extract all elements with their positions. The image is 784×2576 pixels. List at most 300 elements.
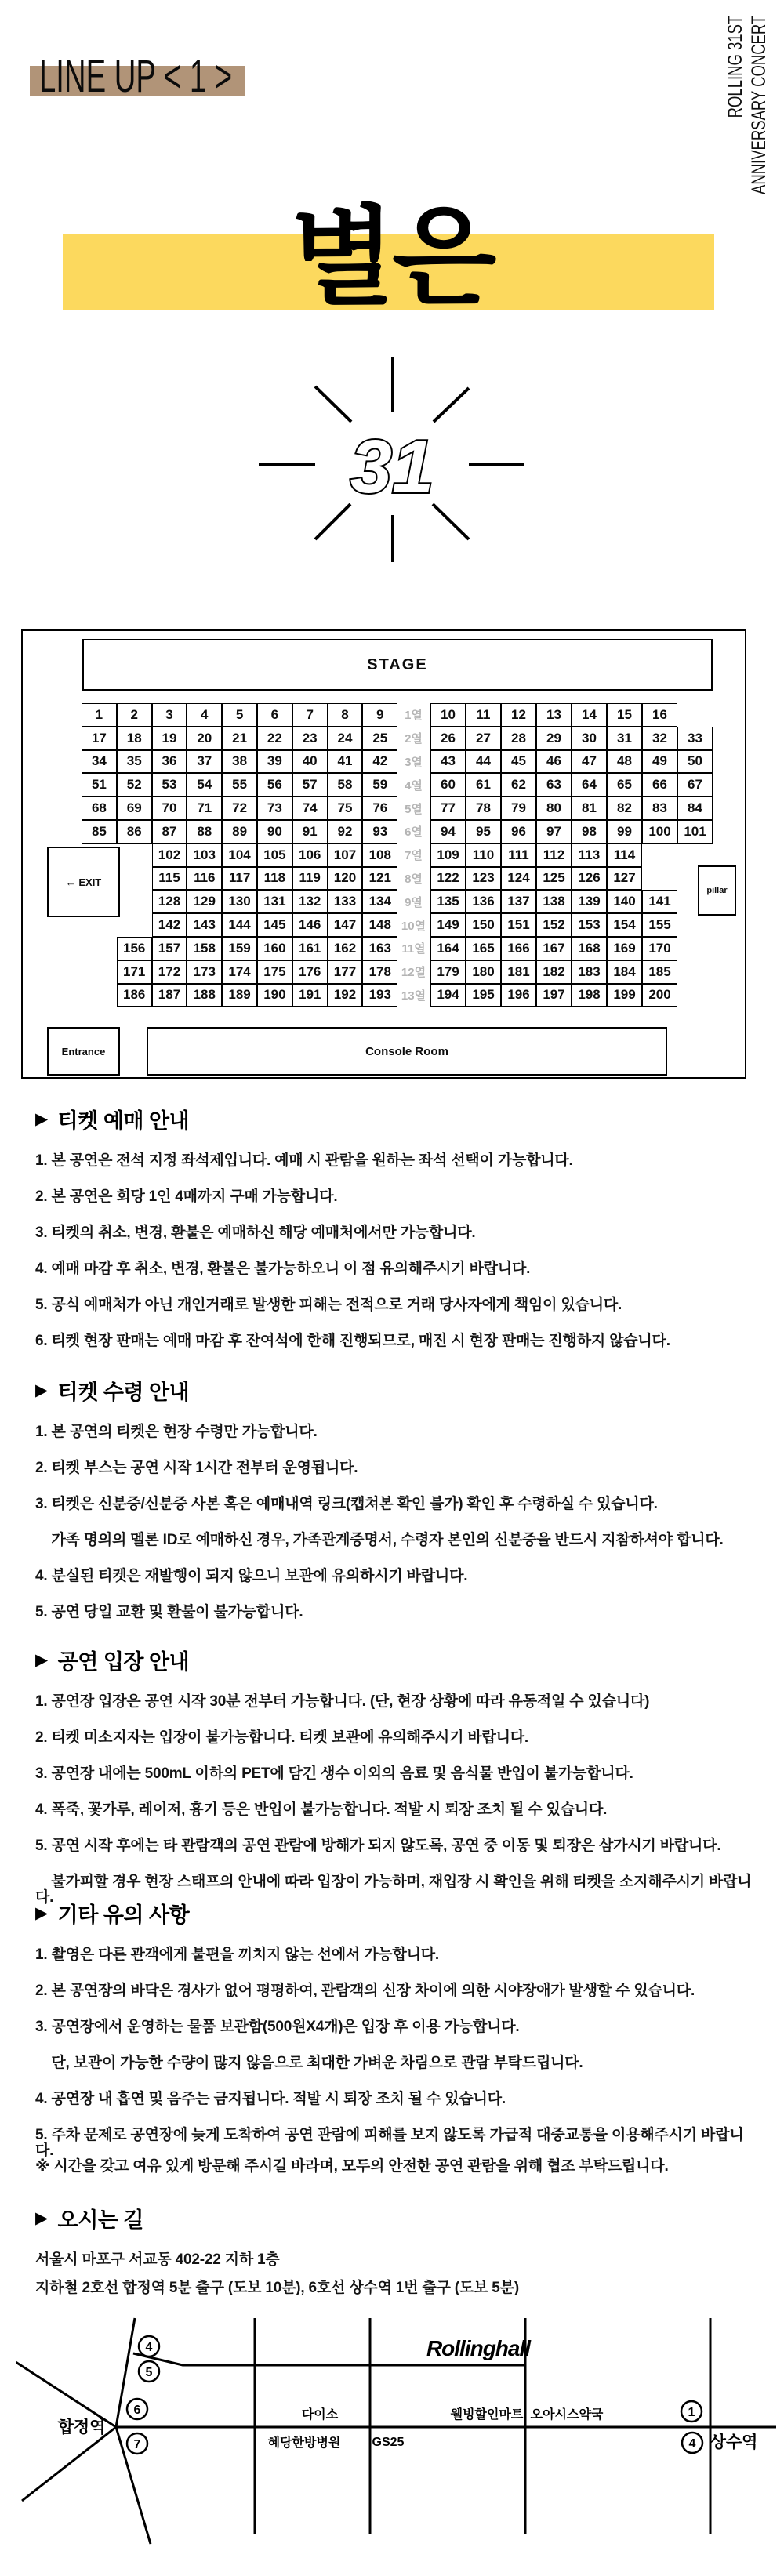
seat-177: 177 (328, 960, 363, 984)
seat-37: 37 (187, 750, 222, 774)
seat-116: 116 (187, 867, 222, 891)
seat-56: 56 (257, 773, 292, 796)
seat-146: 146 (292, 913, 328, 937)
seat-161: 161 (292, 937, 328, 960)
seat-118: 118 (257, 867, 292, 891)
seat-21: 21 (222, 727, 257, 750)
stage-label: STAGE (367, 655, 428, 673)
seat-191: 191 (292, 984, 328, 1007)
seat-4: 4 (187, 703, 222, 727)
seat-106: 106 (292, 844, 328, 867)
seat-102: 102 (152, 844, 187, 867)
seat-52: 52 (117, 773, 152, 796)
info-line: 불가피할 경우 현장 스태프의 안내에 따라 입장이 가능하며, 재입장 시 확인을 위해 티켓을 소지해주시기 바랍니다. (35, 1874, 752, 1906)
seat-53: 53 (152, 773, 187, 796)
row-label: 12열 (401, 966, 426, 980)
seat-10: 10 (430, 703, 466, 727)
entrance-label: Entrance (61, 1045, 106, 1058)
seat-192: 192 (328, 984, 363, 1007)
seat-38: 38 (222, 750, 257, 774)
seat-176: 176 (292, 960, 328, 984)
seat-51: 51 (82, 773, 117, 796)
info-line: 단, 보관이 가능한 수량이 많지 않음으로 최대한 가벼운 차림으로 관람 부탁드립니다. (35, 2055, 583, 2071)
row-label: 13열 (401, 989, 426, 1003)
directions-lines (35, 2252, 753, 2296)
seat-32: 32 (642, 727, 677, 750)
seat-3: 3 (152, 703, 187, 727)
seat-30: 30 (572, 727, 607, 750)
triangle-bullet-icon: ▶ (35, 1904, 48, 1922)
seat-76: 76 (362, 796, 397, 820)
seat-11: 11 (466, 703, 501, 727)
hapjeong-exits (127, 2336, 159, 2454)
seat-182: 182 (536, 960, 572, 984)
exit-number: 7 (133, 2438, 141, 2451)
seat-198: 198 (572, 984, 607, 1007)
seat-172: 172 (152, 960, 187, 984)
pillar-label: pillar (706, 886, 728, 895)
seat-193: 193 (362, 984, 397, 1007)
row-label: 3열 (405, 755, 423, 769)
info-line: 3. 공연장 내에는 500mL 이하의 PET에 담긴 생수 이외의 음료 및 음식물 반입이 불가능합니다. (35, 1765, 633, 1782)
pillar-box (698, 865, 736, 916)
seat-65: 65 (607, 773, 642, 796)
seat-28: 28 (501, 727, 536, 750)
seat-58: 58 (328, 773, 363, 796)
seat-167: 167 (536, 937, 572, 960)
seat-115: 115 (152, 867, 187, 891)
seat-89: 89 (222, 820, 257, 844)
seat-35: 35 (117, 750, 152, 774)
seat-112: 112 (536, 844, 572, 867)
seat-101: 101 (677, 820, 713, 844)
seat-62: 62 (501, 773, 536, 796)
section-items (35, 1153, 753, 1349)
seat-194: 194 (430, 984, 466, 1007)
seat-27: 27 (466, 727, 501, 750)
seat-47: 47 (572, 750, 607, 774)
seat-15: 15 (607, 703, 642, 727)
section-directions (35, 2203, 753, 2309)
seat-29: 29 (536, 727, 572, 750)
seat-66: 66 (642, 773, 677, 796)
seat-122: 122 (430, 867, 466, 891)
seat-186: 186 (117, 984, 152, 1007)
poi-hospital: 혜당한방병원 (267, 2436, 341, 2450)
info-line: 5. 공식 예매처가 아닌 개인거래로 발생한 피해는 전적으로 거래 당사자에게 책임이 있습니다. (35, 1297, 622, 1313)
info-line: 2. 본 공연장의 바닥은 경사가 없어 평평하여, 관람객의 신장 차이에 의한 시야장애가 발생할 수 있습니다. (35, 1983, 695, 1999)
seat-158: 158 (187, 937, 222, 960)
info-line: 4. 예매 마감 후 취소, 변경, 환불은 불가능하오니 이 점 유의해주시기 바랍니다. (35, 1261, 531, 1277)
section-title (35, 2203, 753, 2233)
section-ticket-booking (35, 1104, 753, 1370)
info-line: 4. 공연장 내 흡연 및 음주는 금지됩니다. 적발 시 퇴장 조치 될 수 있습니다. (35, 2091, 506, 2107)
seat-64: 64 (572, 773, 607, 796)
seat-180: 180 (466, 960, 501, 984)
seat-107: 107 (328, 844, 363, 867)
seat-200: 200 (642, 984, 677, 1007)
row-label: 6열 (405, 825, 423, 840)
seat-73: 73 (257, 796, 292, 820)
seat-123: 123 (466, 867, 501, 891)
seat-189: 189 (222, 984, 257, 1007)
seat-95: 95 (466, 820, 501, 844)
row-label: 10열 (401, 919, 426, 933)
seat-block-right (430, 703, 713, 1007)
row-label: 5열 (405, 802, 423, 816)
seat-75: 75 (328, 796, 363, 820)
seat-85: 85 (82, 820, 117, 844)
seat-78: 78 (466, 796, 501, 820)
seat-84: 84 (677, 796, 713, 820)
seat-170: 170 (642, 937, 677, 960)
seat-6: 6 (257, 703, 292, 727)
seat-134: 134 (362, 890, 397, 913)
seat-142: 142 (152, 913, 187, 937)
poi-pharmacy: 오아시스약국 (530, 2408, 604, 2422)
triangle-bullet-icon: ▶ (35, 1110, 48, 1128)
info-line: 5. 주차 문제로 공연장에 늦게 도착하여 공연 관람에 피해를 보지 않도록 가급적 대중교통을 이용해주시기 바랍니다. (35, 2127, 744, 2159)
row-label: 4열 (405, 778, 423, 793)
triangle-bullet-icon: ▶ (35, 2209, 48, 2227)
seat-7: 7 (292, 703, 328, 727)
seat-181: 181 (501, 960, 536, 984)
section-title (35, 1898, 753, 1928)
seat-155: 155 (642, 913, 677, 937)
info-line: 3. 티켓은 신분증/신분증 사본 혹은 예매내역 링크(캡쳐본 확인 불가) 확인 후 수령하실 수 있습니다. (35, 1496, 658, 1512)
exit-number: 4 (145, 2341, 153, 2354)
seat-40: 40 (292, 750, 328, 774)
seat-136: 136 (466, 890, 501, 913)
exit-number: 4 (688, 2437, 696, 2451)
info-line: 5. 공연 시작 후에는 타 관람객의 공연 관람에 방해가 되지 않도록, 공연 중 이동 및 퇴장은 삼가시기 바랍니다. (35, 1838, 721, 1854)
seat-19: 19 (152, 727, 187, 750)
seat-174: 174 (222, 960, 257, 984)
seat-87: 87 (152, 820, 187, 844)
info-line: 1. 본 공연의 티켓은 현장 수령만 가능합니다. (35, 1424, 318, 1440)
seat-163: 163 (362, 937, 397, 960)
show-title: 별은 (290, 198, 494, 318)
seat-149: 149 (430, 913, 466, 937)
section-items (35, 1424, 753, 1620)
seat-195: 195 (466, 984, 501, 1007)
seat-132: 132 (292, 890, 328, 913)
seat-99: 99 (607, 820, 642, 844)
seat-94: 94 (430, 820, 466, 844)
seat-5: 5 (222, 703, 257, 727)
info-line: 2. 티켓 부스는 공연 시작 1시간 전부터 운영됩니다. (35, 1460, 358, 1476)
section-items (35, 1694, 753, 1906)
seat-91: 91 (292, 820, 328, 844)
poi-mart: 웰빙할인마트 (450, 2408, 524, 2422)
seat-171: 171 (117, 960, 152, 984)
seat-111: 111 (501, 844, 536, 867)
seat-49: 49 (642, 750, 677, 774)
exit-room (47, 847, 120, 917)
sangsu-station-label: 상수역 (710, 2433, 758, 2451)
console-room-label: Console Room (365, 1044, 448, 1058)
seat-97: 97 (536, 820, 572, 844)
seat-104: 104 (222, 844, 257, 867)
vertical-title-line2: ANNIVERSARY CONCERT (747, 15, 770, 195)
info-line: 1. 본 공연은 전석 지정 좌석제입니다. 예매 시 관람을 원하는 좌석 선택이 가능합니다. (35, 1152, 573, 1169)
seat-139: 139 (572, 890, 607, 913)
seat-148: 148 (362, 913, 397, 937)
seat-190: 190 (257, 984, 292, 1007)
section-title-text: 기타 유의 사항 (57, 1903, 190, 1927)
seat-126: 126 (572, 867, 607, 891)
seat-43: 43 (430, 750, 466, 774)
seat-124: 124 (501, 867, 536, 891)
seat-144: 144 (222, 913, 257, 937)
seat-row-labels (397, 703, 430, 1007)
seat-157: 157 (152, 937, 187, 960)
section-title (35, 1645, 753, 1675)
seat-96: 96 (501, 820, 536, 844)
vertical-title-line1: ROLLING 31ST (724, 15, 746, 118)
seat-74: 74 (292, 796, 328, 820)
section-title-text: 공연 입장 안내 (57, 1650, 190, 1674)
seat-72: 72 (222, 796, 257, 820)
seat-164: 164 (430, 937, 466, 960)
poi-daiso: 다이소 (301, 2408, 339, 2422)
seat-48: 48 (607, 750, 642, 774)
section-items (35, 1947, 753, 2159)
row-label: 8열 (405, 872, 423, 886)
seat-143: 143 (187, 913, 222, 937)
seat-block-left (82, 703, 397, 1007)
section-title-text: 티켓 수령 안내 (57, 1381, 190, 1404)
seat-60: 60 (430, 773, 466, 796)
seat-88: 88 (187, 820, 222, 844)
starburst-number: 31 (350, 425, 434, 509)
seat-26: 26 (430, 727, 466, 750)
seat-109: 109 (430, 844, 466, 867)
seat-108: 108 (362, 844, 397, 867)
seat-54: 54 (187, 773, 222, 796)
triangle-bullet-icon: ▶ (35, 1651, 48, 1669)
section-title (35, 1375, 753, 1406)
console-room-box (147, 1027, 667, 1076)
section-ticket-pickup (35, 1375, 753, 1641)
seat-61: 61 (466, 773, 501, 796)
seat-110: 110 (466, 844, 501, 867)
seat-105: 105 (257, 844, 292, 867)
seat-57: 57 (292, 773, 328, 796)
seat-79: 79 (501, 796, 536, 820)
seat-39: 39 (257, 750, 292, 774)
row-label: 7열 (405, 849, 423, 863)
entrance-box (47, 1027, 120, 1076)
seat-165: 165 (466, 937, 501, 960)
seat-46: 46 (536, 750, 572, 774)
seat-100: 100 (642, 820, 677, 844)
seat-196: 196 (501, 984, 536, 1007)
seat-135: 135 (430, 890, 466, 913)
seat-150: 150 (466, 913, 501, 937)
seat-137: 137 (501, 890, 536, 913)
seat-197: 197 (536, 984, 572, 1007)
seat-17: 17 (82, 727, 117, 750)
seat-69: 69 (117, 796, 152, 820)
seat-9: 9 (362, 703, 397, 727)
seat-129: 129 (187, 890, 222, 913)
seat-82: 82 (607, 796, 642, 820)
seat-18: 18 (117, 727, 152, 750)
section-title (35, 1104, 753, 1134)
seat-119: 119 (292, 867, 328, 891)
seat-141: 141 (642, 890, 677, 913)
seat-77: 77 (430, 796, 466, 820)
info-line: 3. 티켓의 취소, 변경, 환불은 예매하신 해당 예매처에서만 가능합니다. (35, 1225, 476, 1241)
seat-130: 130 (222, 890, 257, 913)
seat-93: 93 (362, 820, 397, 844)
seat-173: 173 (187, 960, 222, 984)
seat-67: 67 (677, 773, 713, 796)
seat-22: 22 (257, 727, 292, 750)
seat-120: 120 (328, 867, 363, 891)
poi-gs25: GS25 (372, 2436, 405, 2449)
seat-1: 1 (82, 703, 117, 727)
info-line: 4. 폭죽, 꽃가루, 레이저, 흉기 등은 반입이 불가능합니다. 적발 시 퇴장 조치 될 수 있습니다. (35, 1801, 608, 1818)
seat-34: 34 (82, 750, 117, 774)
seat-183: 183 (572, 960, 607, 984)
seat-152: 152 (536, 913, 572, 937)
seat-103: 103 (187, 844, 222, 867)
info-line: 4. 분실된 티켓은 재발행이 되지 않으니 보관에 유의하시기 바랍니다. (35, 1568, 468, 1584)
seat-166: 166 (501, 937, 536, 960)
seat-42: 42 (362, 750, 397, 774)
hapjeong-station-label: 합정역 (57, 2418, 106, 2436)
seat-179: 179 (430, 960, 466, 984)
seat-125: 125 (536, 867, 572, 891)
seat-188: 188 (187, 984, 222, 1007)
seat-98: 98 (572, 820, 607, 844)
seat-90: 90 (257, 820, 292, 844)
seat-45: 45 (501, 750, 536, 774)
info-line: 2. 본 공연은 회당 1인 4매까지 구매 가능합니다. (35, 1188, 338, 1205)
seat-151: 151 (501, 913, 536, 937)
seat-86: 86 (117, 820, 152, 844)
seat-140: 140 (607, 890, 642, 913)
seat-83: 83 (642, 796, 677, 820)
seat-169: 169 (607, 937, 642, 960)
seat-121: 121 (362, 867, 397, 891)
seat-147: 147 (328, 913, 363, 937)
lineup-label: LINE UP < 1 > (39, 51, 233, 102)
row-label: 9열 (405, 895, 423, 909)
seat-8: 8 (328, 703, 363, 727)
seat-131: 131 (257, 890, 292, 913)
safety-notice: ※ 시간을 갖고 여유 있게 방문해 주시길 바라며, 모두의 안전한 공연 관람을 위해 협조 부탁드립니다. (35, 2158, 669, 2175)
seat-185: 185 (642, 960, 677, 984)
seat-159: 159 (222, 937, 257, 960)
seat-24: 24 (328, 727, 363, 750)
seat-70: 70 (152, 796, 187, 820)
seat-33: 33 (677, 727, 713, 750)
exit-number: 5 (145, 2366, 153, 2379)
row-label: 1열 (405, 709, 423, 723)
row-label: 2열 (405, 732, 423, 746)
section-title-text: 오시는 길 (57, 2208, 143, 2232)
lineup-banner (30, 51, 245, 102)
seat-12: 12 (501, 703, 536, 727)
vertical-concert-title (724, 16, 771, 194)
seat-2: 2 (117, 703, 152, 727)
triangle-bullet-icon: ▶ (35, 1381, 48, 1399)
seat-20: 20 (187, 727, 222, 750)
seat-175: 175 (257, 960, 292, 984)
seat-128: 128 (152, 890, 187, 913)
seat-160: 160 (257, 937, 292, 960)
seat-184: 184 (607, 960, 642, 984)
info-line: 지하철 2호선 합정역 5분 출구 (도보 10분), 6호선 상수역 1번 출구 (도보 5분) (35, 2280, 519, 2296)
seat-63: 63 (536, 773, 572, 796)
exit-number: 6 (133, 2404, 141, 2417)
info-line: 6. 티켓 현장 판매는 예매 마감 후 잔여석에 한해 진행되므로, 매진 시 현장 판매는 진행하지 않습니다. (35, 1333, 670, 1349)
seat-133: 133 (328, 890, 363, 913)
seat-41: 41 (328, 750, 363, 774)
exit-number: 1 (688, 2406, 695, 2419)
seat-113: 113 (572, 844, 607, 867)
info-line: 가족 명의의 멜론 ID로 예매하신 경우, 가족관계증명서, 수령자 본인의 신분증을 반드시 지참하셔야 합니다. (35, 1532, 724, 1548)
seat-50: 50 (677, 750, 713, 774)
seat-44: 44 (466, 750, 501, 774)
seat-68: 68 (82, 796, 117, 820)
seat-71: 71 (187, 796, 222, 820)
starburst-31-logo (259, 329, 525, 564)
exit-label: ← EXIT (65, 876, 102, 888)
seat-23: 23 (292, 727, 328, 750)
seat-127: 127 (607, 867, 642, 891)
info-line: 5. 공연 당일 교환 및 환불이 불가능합니다. (35, 1604, 303, 1620)
stage-box (82, 639, 713, 691)
seat-80: 80 (536, 796, 572, 820)
location-map (16, 2309, 776, 2556)
section-entry-guide (35, 1645, 753, 1926)
seat-162: 162 (328, 937, 363, 960)
info-line: 2. 티켓 미소지자는 입장이 불가능합니다. 티켓 보관에 유의해주시기 바랍니다. (35, 1729, 529, 1746)
seat-114: 114 (607, 844, 642, 867)
info-line: 1. 공연장 입장은 공연 시작 30분 전부터 가능합니다. (단, 현장 상황에 따라 유동적일 수 있습니다) (35, 1693, 650, 1710)
seat-14: 14 (572, 703, 607, 727)
seat-13: 13 (536, 703, 572, 727)
seat-153: 153 (572, 913, 607, 937)
seat-178: 178 (362, 960, 397, 984)
seat-55: 55 (222, 773, 257, 796)
seat-117: 117 (222, 867, 257, 891)
seat-36: 36 (152, 750, 187, 774)
section-other-notes (35, 1898, 753, 2179)
seat-187: 187 (152, 984, 187, 1007)
seat-92: 92 (328, 820, 363, 844)
seat-156: 156 (117, 937, 152, 960)
row-label: 11열 (401, 942, 426, 956)
rollinghall-logo: Rollinghall (426, 2336, 531, 2360)
seat-154: 154 (607, 913, 642, 937)
seat-59: 59 (362, 773, 397, 796)
seat-25: 25 (362, 727, 397, 750)
seat-168: 168 (572, 937, 607, 960)
info-line: 서울시 마포구 서교동 402-22 지하 1층 (35, 2251, 280, 2268)
seat-138: 138 (536, 890, 572, 913)
seat-31: 31 (607, 727, 642, 750)
seat-16: 16 (642, 703, 677, 727)
seat-81: 81 (572, 796, 607, 820)
info-line: 3. 공연장에서 운영하는 물품 보관함(500원X4개)은 입장 후 이용 가능합니다. (35, 2019, 520, 2035)
map-roads (16, 2318, 776, 2544)
seat-map (21, 629, 746, 1079)
